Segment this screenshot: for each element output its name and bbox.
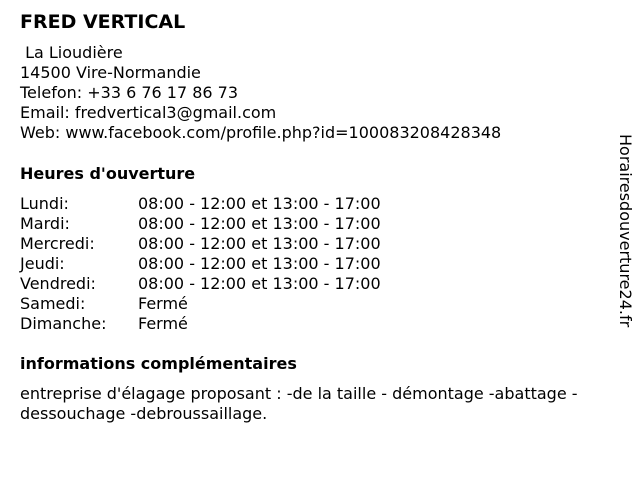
day-label: Mercredi:: [20, 234, 95, 253]
day-label: Mardi:: [20, 214, 70, 233]
watermark-text: Horairesdouverture24.fr: [616, 134, 635, 328]
additional-info-heading: informations complémentaires: [20, 354, 297, 373]
address-street: La Lioudière: [20, 43, 123, 62]
opening-hours-table: [20, 194, 440, 334]
time-value: Fermé: [138, 294, 188, 313]
day-label: Samedi:: [20, 294, 86, 313]
site-watermark: [612, 134, 638, 374]
website-url: Web: www.facebook.com/profile.php?id=100083208428348: [20, 123, 502, 142]
time-value: 08:00 - 12:00 et 13:00 - 17:00: [138, 194, 381, 213]
address-city: 14500 Vire-Normandie: [20, 63, 201, 82]
contact-block: [20, 43, 501, 143]
day-label: Lundi:: [20, 194, 69, 213]
time-value: 08:00 - 12:00 et 13:00 - 17:00: [138, 274, 381, 293]
business-name: FRED VERTICAL: [20, 11, 186, 33]
hours-row-monday: [20, 194, 440, 214]
time-value: 08:00 - 12:00 et 13:00 - 17:00: [138, 214, 381, 233]
hours-row-saturday: [20, 294, 440, 314]
day-label: Jeudi:: [20, 254, 65, 273]
hours-row-thursday: [20, 254, 440, 274]
day-label: Dimanche:: [20, 314, 107, 333]
time-value: Fermé: [138, 314, 188, 333]
phone-number: Telefon: +33 6 76 17 86 73: [20, 83, 239, 102]
day-label: Vendredi:: [20, 274, 96, 293]
business-description: entreprise d'élagage proposant : -de la taille - démontage -abattage - dessouchage -debroussaillage.: [20, 384, 578, 423]
hours-row-wednesday: [20, 234, 440, 254]
time-value: 08:00 - 12:00 et 13:00 - 17:00: [138, 234, 381, 253]
email-address: Email: fredvertical3@gmail.com: [20, 103, 277, 122]
hours-row-sunday: [20, 314, 440, 334]
hours-row-friday: [20, 274, 440, 294]
hours-row-tuesday: [20, 214, 440, 234]
time-value: 08:00 - 12:00 et 13:00 - 17:00: [138, 254, 381, 273]
opening-hours-heading: Heures d'ouverture: [20, 164, 196, 183]
